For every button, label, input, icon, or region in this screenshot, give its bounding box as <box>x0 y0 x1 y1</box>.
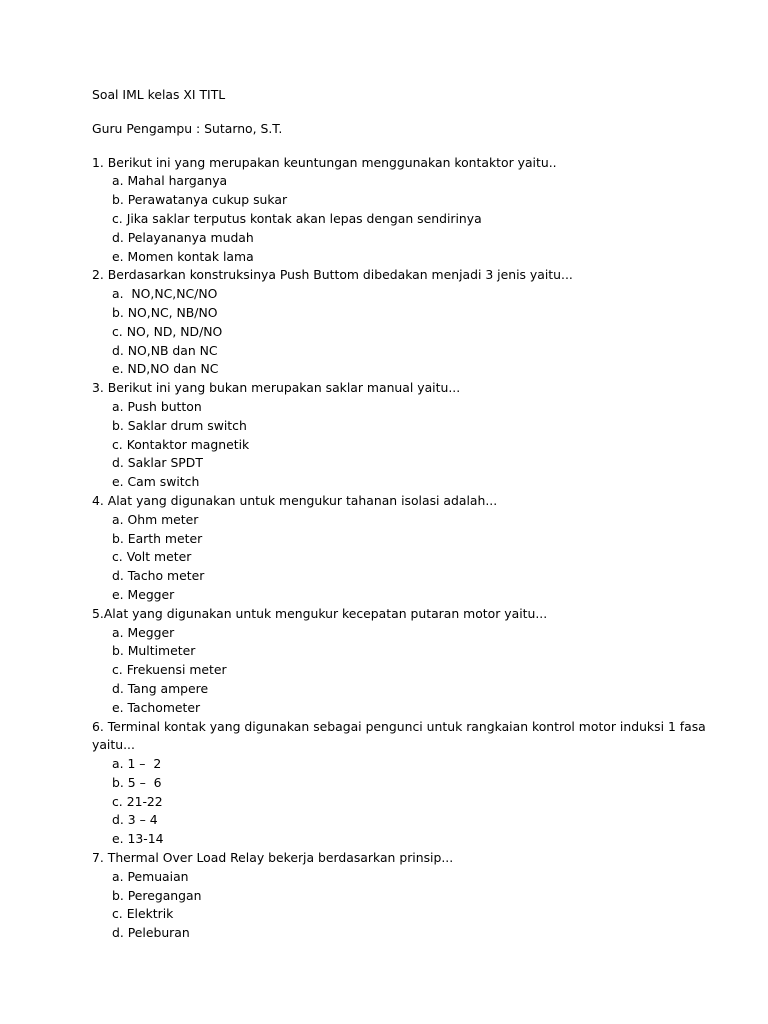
option-d: d. NO,NB dan NC <box>112 342 218 358</box>
option-c: c. Volt meter <box>112 549 192 565</box>
option-e: e. Megger <box>112 586 175 602</box>
option-b: b. Peregangan <box>112 887 202 903</box>
question-text: 3. Berikut ini yang bukan merupakan saklar manual yaitu... <box>92 380 461 396</box>
spacer <box>92 139 732 154</box>
option-d: d. 3 – 4 <box>112 812 158 828</box>
question-6 <box>92 718 732 850</box>
document-title: Soal IML kelas XI TITL <box>92 87 226 102</box>
question-text: 7. Thermal Over Load Relay bekerja berdasarkan prinsip... <box>92 850 454 866</box>
option-d: d. Tang ampere <box>112 680 209 696</box>
option-d: d. Pelayananya mudah <box>112 229 254 245</box>
question-2 <box>92 266 732 379</box>
option-b: b. Saklar drum switch <box>112 417 247 433</box>
option-a: a. 1 – 2 <box>112 756 162 772</box>
question-5 <box>92 605 732 718</box>
question-3 <box>92 379 732 492</box>
option-d: d. Peleburan <box>112 925 190 941</box>
option-a: a. Mahal harganya <box>112 173 228 189</box>
question-text: 2. Berdasarkan konstruksinya Push Buttom dibedakan menjadi 3 jenis yaitu... <box>92 267 573 283</box>
option-c: c. Elektrik <box>112 906 174 922</box>
option-b: b. Perawatanya cukup sukar <box>112 192 288 208</box>
question-text: 6. Terminal kontak yang digunakan sebagai pengunci untuk rangkaian kontrol motor induksi 1 fasa <box>92 718 706 734</box>
option-c: c. Frekuensi meter <box>112 662 227 678</box>
option-e: e. Cam switch <box>112 474 200 490</box>
question-text-continuation: yaitu... <box>92 737 135 753</box>
option-c: c. Kontaktor magnetik <box>112 436 250 452</box>
option-d: d. Saklar SPDT <box>112 455 203 471</box>
option-b: b. NO,NC, NB/NO <box>112 304 218 320</box>
option-e: e. 13-14 <box>112 831 164 847</box>
option-c: c. NO, ND, ND/NO <box>112 323 223 339</box>
option-b: b. Multimeter <box>112 643 196 659</box>
question-text: 4. Alat yang digunakan untuk mengukur tahanan isolasi adalah... <box>92 492 498 508</box>
question-7 <box>92 849 732 943</box>
option-b: b. Earth meter <box>112 530 203 546</box>
option-c: c. Jika saklar terputus kontak akan lepas dengan sendirinya <box>112 210 482 226</box>
spacer <box>92 105 732 120</box>
question-4 <box>92 492 732 605</box>
question-1 <box>92 154 732 267</box>
option-a: a. NO,NC,NC/NO <box>112 286 218 302</box>
option-b: b. 5 – 6 <box>112 774 162 790</box>
question-text: 1. Berikut ini yang merupakan keuntungan menggunakan kontaktor yaitu.. <box>92 154 557 170</box>
option-a: a. Pemuaian <box>112 868 189 884</box>
option-e: e. Tachometer <box>112 699 201 715</box>
option-e: e. ND,NO dan NC <box>112 361 219 377</box>
option-a: a. Megger <box>112 624 175 640</box>
option-a: a. Ohm meter <box>112 511 199 527</box>
document-page <box>92 86 732 943</box>
question-text: 5.Alat yang digunakan untuk mengukur kecepatan putaran motor yaitu... <box>92 605 548 621</box>
option-a: a. Push button <box>112 398 202 414</box>
teacher-line: Guru Pengampu : Sutarno, S.T. <box>92 120 283 136</box>
option-c: c. 21-22 <box>112 793 163 809</box>
option-d: d. Tacho meter <box>112 568 205 584</box>
option-e: e. Momen kontak lama <box>112 248 254 264</box>
